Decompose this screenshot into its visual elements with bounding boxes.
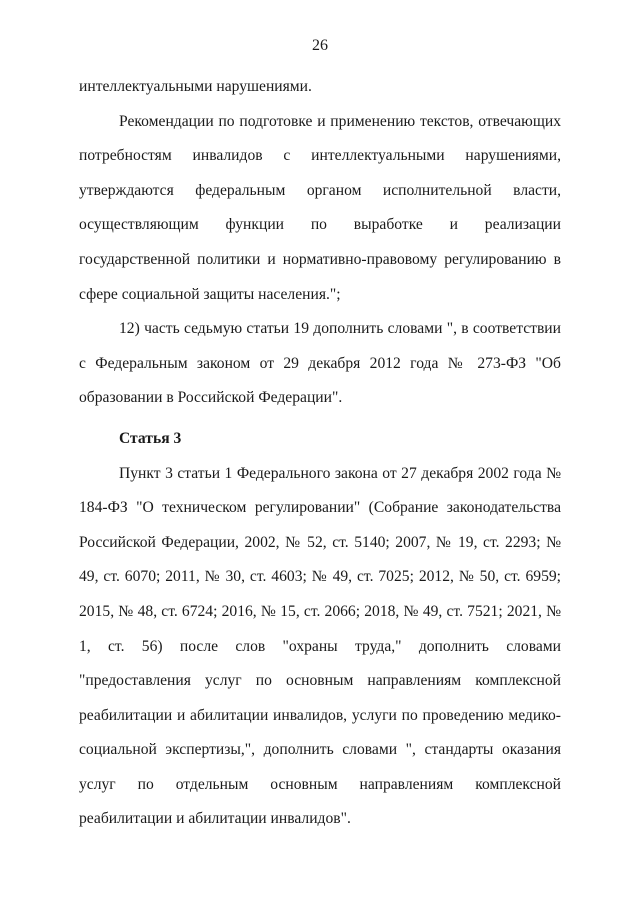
document-body xyxy=(79,70,561,837)
article-heading: Статья 3 xyxy=(119,429,182,447)
paragraph-continuation: интеллектуальными нарушениями. xyxy=(79,78,312,95)
paragraph-recommendations: Рекомендации по подготовке и применению текстов, отвечающих потребностям инвалидов с интеллектуальными нарушениями, утверждаются федеральным органом исполнительной власти, осуществляющим функции по выработке и реализации государственной политики и нормативно-правовому регулированию в сфере социальной защиты населения."; xyxy=(79,112,561,303)
paragraph-article-3: Пункт 3 статьи 1 Федерального закона от 27 декабря 2002 года № 184-ФЗ "О техническом регулировании" (Собрание законодательства Российской Федерации, 2002, № 52, ст. 5140; 2007, № 19, ст. 2293; № 49, ст. 6070; 2011, № 30, ст. 4603; № 49, ст. 7025; 2012, № 50, ст. 6959; 2015, № 48, ст. 6724; 2016, № 15, ст. 2066; 2018, № 49, ст. 7521; 2021, № 1, ст. 56) после слов "охраны труда," дополнить словами "предоставления услуг по основным направлениям комплексной реабилитации и абилитации инвалидов, услуги по проведению медико-социальной экспертизы,", дополнить словами ", стандарты оказания услуг по отдельным основным направлениям комплексной реабилитации и абилитации инвалидов". xyxy=(79,464,561,828)
page-number: 26 xyxy=(312,37,328,54)
paragraph-item-12: 12) часть седьмую статьи 19 дополнить словами ", в соответствии с Федеральным законом от 29 декабря 2012 года № 273-ФЗ "Об образовании в Российской Федерации". xyxy=(79,320,561,407)
